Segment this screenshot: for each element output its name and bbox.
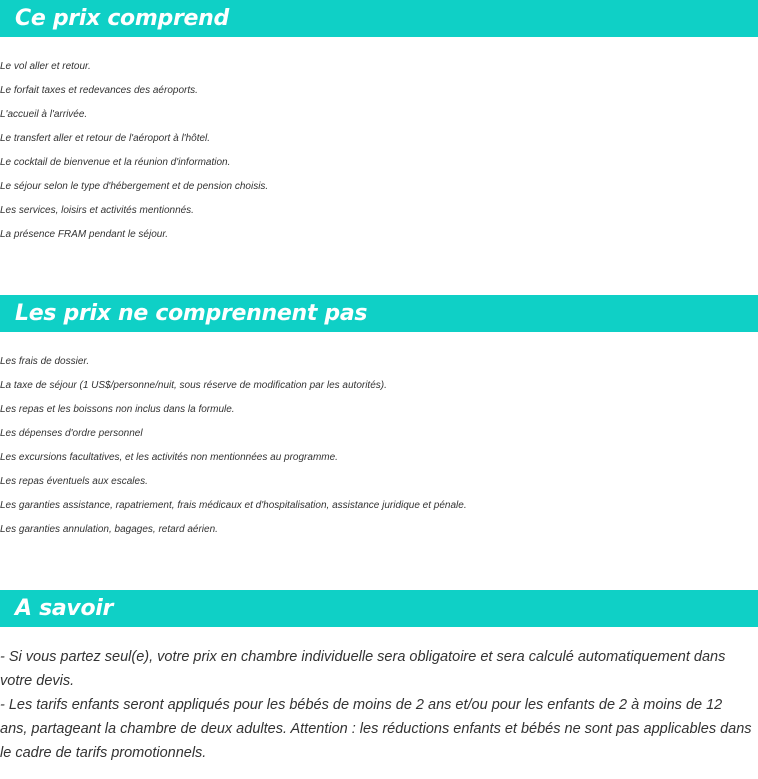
list-item: Les repas éventuels aux escales. bbox=[0, 476, 148, 487]
list-item: Le transfert aller et retour de l'aéroport à l'hôtel. bbox=[0, 133, 211, 144]
list-item: Les frais de dossier. bbox=[0, 356, 90, 367]
list-item: Le cocktail de bienvenue et la réunion d'information. bbox=[0, 157, 231, 168]
list-item: Les excursions facultatives, et les activités non mentionnées au programme. bbox=[0, 452, 338, 463]
section-header bbox=[0, 295, 758, 332]
notes bbox=[0, 645, 758, 765]
section-header bbox=[0, 0, 758, 37]
list-item: La présence FRAM pendant le séjour. bbox=[0, 229, 169, 240]
note-paragraph: - Les tarifs enfants seront appliqués pour les bébés de moins de 2 ans et/ou pour les enfants de 2 à moins de 12 ans, partageant la chambre de deux adultes. Attention : les réductions enfants et bébés ne sont pas applicables dans le cadre de tarifs promotionnels. bbox=[0, 697, 752, 761]
list-item: Les dépenses d'ordre personnel bbox=[0, 428, 143, 439]
section-price-includes bbox=[0, 0, 758, 247]
list-item: Le séjour selon le type d'hébergement et de pension choisis. bbox=[0, 181, 269, 192]
list-item: Le vol aller et retour. bbox=[0, 61, 91, 72]
section-header bbox=[0, 590, 758, 627]
excluded-list bbox=[0, 350, 758, 542]
list-item: Les services, loisirs et activités mentionnés. bbox=[0, 205, 194, 216]
included-list bbox=[0, 55, 758, 247]
list-item: Les garanties assistance, rapatriement, frais médicaux et d'hospitalisation, assistance juridique et pénale. bbox=[0, 500, 467, 511]
list-item: L'accueil à l'arrivée. bbox=[0, 109, 88, 120]
note-paragraph: - Si vous partez seul(e), votre prix en chambre individuelle sera obligatoire et sera calculé automatiquement dans votre devis. bbox=[0, 649, 726, 689]
section-title: Ce prix comprend bbox=[15, 5, 229, 31]
section-title: Les prix ne comprennent pas bbox=[15, 300, 368, 326]
section-good-to-know bbox=[0, 590, 758, 765]
section-title: A savoir bbox=[15, 595, 114, 621]
list-item: La taxe de séjour (1 US$/personne/nuit, sous réserve de modification par les autorités). bbox=[0, 380, 387, 391]
section-price-excludes bbox=[0, 295, 758, 542]
list-item: Les garanties annulation, bagages, retard aérien. bbox=[0, 524, 218, 535]
list-item: Les repas et les boissons non inclus dans la formule. bbox=[0, 404, 235, 415]
list-item: Le forfait taxes et redevances des aéroports. bbox=[0, 85, 198, 96]
